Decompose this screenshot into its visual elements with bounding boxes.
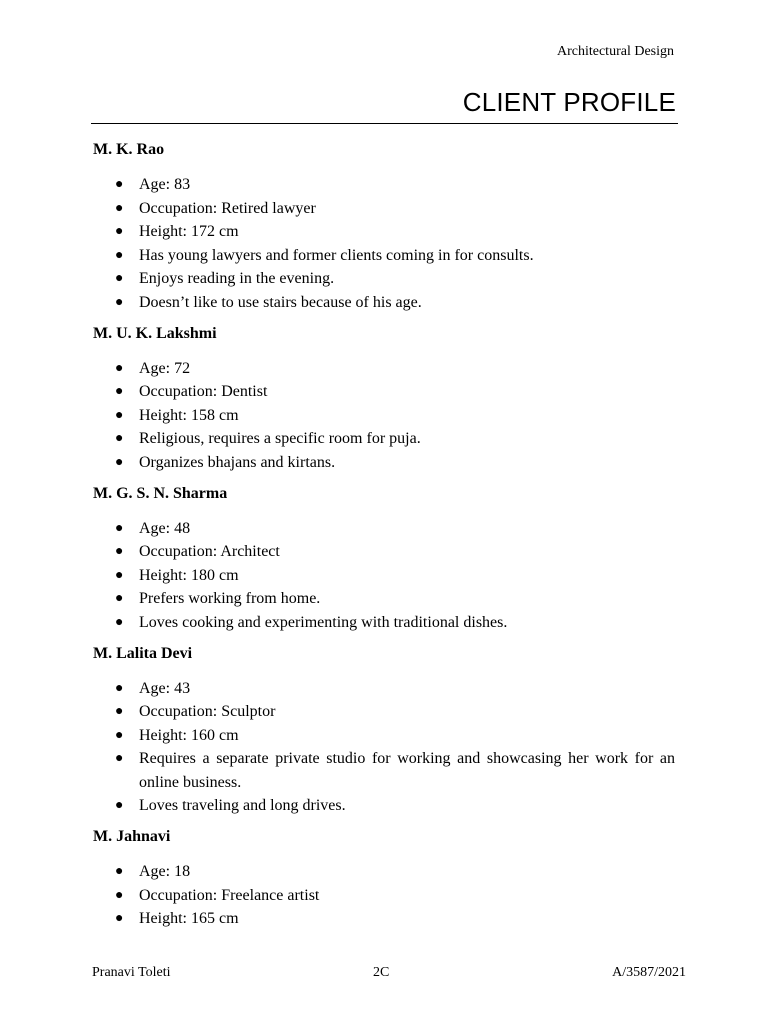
- client-section: [93, 323, 675, 475]
- bullet-icon: ●: [115, 271, 124, 287]
- bullet-icon: ●: [115, 911, 124, 927]
- bullet-icon: ●: [115, 431, 124, 447]
- list-item: ● Religious, requires a specific room for puja.: [93, 427, 675, 451]
- client-attributes: [93, 173, 675, 315]
- list-item: ● Prefers working from home.: [93, 587, 675, 611]
- bullet-icon: ●: [115, 407, 124, 423]
- bullet-icon: ●: [115, 360, 124, 376]
- footer-author: Pranavi Toleti: [92, 965, 171, 980]
- client-attributes: [93, 517, 675, 635]
- list-item: ● Organizes bhajans and kirtans.: [93, 451, 675, 475]
- bullet-icon: ●: [115, 864, 124, 880]
- list-item: ● Requires a separate private studio for working and showcasing her work for an online business.: [93, 747, 675, 794]
- list-item: ● Age: 18: [93, 860, 675, 884]
- bullet-icon: ●: [115, 887, 124, 903]
- list-item: ● Occupation: Architect: [93, 540, 675, 564]
- client-section: [93, 139, 675, 315]
- title-divider: [91, 123, 678, 124]
- list-item: ● Loves traveling and long drives.: [93, 794, 675, 818]
- list-item: ● Height: 160 cm: [93, 724, 675, 748]
- bullet-icon: ●: [115, 544, 124, 560]
- client-name: M. Lalita Devi: [93, 644, 193, 662]
- list-item: ● Doesn’t like to use stairs because of his age.: [93, 291, 675, 315]
- client-section: [93, 643, 675, 819]
- bullet-icon: ●: [115, 294, 124, 310]
- page-footer: [92, 964, 686, 984]
- client-section: [93, 826, 675, 931]
- list-item: ● Has young lawyers and former clients coming in for consults.: [93, 244, 675, 268]
- footer-roll-number: A/3587/2021: [612, 965, 686, 980]
- bullet-icon: ●: [115, 384, 124, 400]
- bullet-icon: ●: [115, 727, 124, 743]
- bullet-icon: ●: [115, 680, 124, 696]
- list-item: ● Occupation: Retired lawyer: [93, 197, 675, 221]
- list-item: ● Occupation: Freelance artist: [93, 884, 675, 908]
- client-name: M. K. Rao: [93, 141, 165, 158]
- client-name: M. Jahnavi: [93, 828, 171, 846]
- bullet-icon: ●: [115, 200, 124, 216]
- client-section: [93, 483, 675, 635]
- client-name: M. U. K. Lakshmi: [93, 324, 217, 342]
- bullet-icon: ●: [115, 798, 124, 814]
- list-item: ● Enjoys reading in the evening.: [93, 267, 675, 291]
- bullet-icon: ●: [115, 247, 124, 263]
- page-title: CLIENT PROFILE: [462, 87, 676, 117]
- list-item: ● Age: 83: [93, 173, 675, 197]
- client-name: M. G. S. N. Sharma: [93, 484, 228, 502]
- bullet-icon: ●: [115, 520, 124, 536]
- bullet-icon: ●: [115, 454, 124, 470]
- bullet-icon: ●: [115, 614, 124, 630]
- list-item: ● Height: 158 cm: [93, 404, 675, 428]
- client-attributes: [93, 357, 675, 475]
- list-item: ● Height: 165 cm: [93, 907, 675, 931]
- client-attributes: [93, 860, 675, 931]
- client-attributes: [93, 677, 675, 819]
- list-item: ● Occupation: Sculptor: [93, 700, 675, 724]
- list-item: ● Age: 43: [93, 677, 675, 701]
- bullet-icon: ●: [115, 177, 124, 192]
- list-item: ● Occupation: Dentist: [93, 380, 675, 404]
- list-item: ● Height: 180 cm: [93, 564, 675, 588]
- bullet-icon: ●: [115, 751, 124, 767]
- bullet-icon: ●: [115, 224, 124, 240]
- footer-section: 2C: [373, 965, 390, 980]
- bullet-icon: ●: [115, 567, 124, 583]
- running-header: Architectural Design: [556, 44, 674, 59]
- list-item: ● Loves cooking and experimenting with traditional dishes.: [93, 611, 675, 635]
- list-item: ● Age: 48: [93, 517, 675, 541]
- list-item: ● Age: 72: [93, 357, 675, 381]
- list-item: ● Height: 172 cm: [93, 220, 675, 244]
- bullet-icon: ●: [115, 591, 124, 607]
- client-list: [93, 139, 675, 939]
- bullet-icon: ●: [115, 704, 124, 720]
